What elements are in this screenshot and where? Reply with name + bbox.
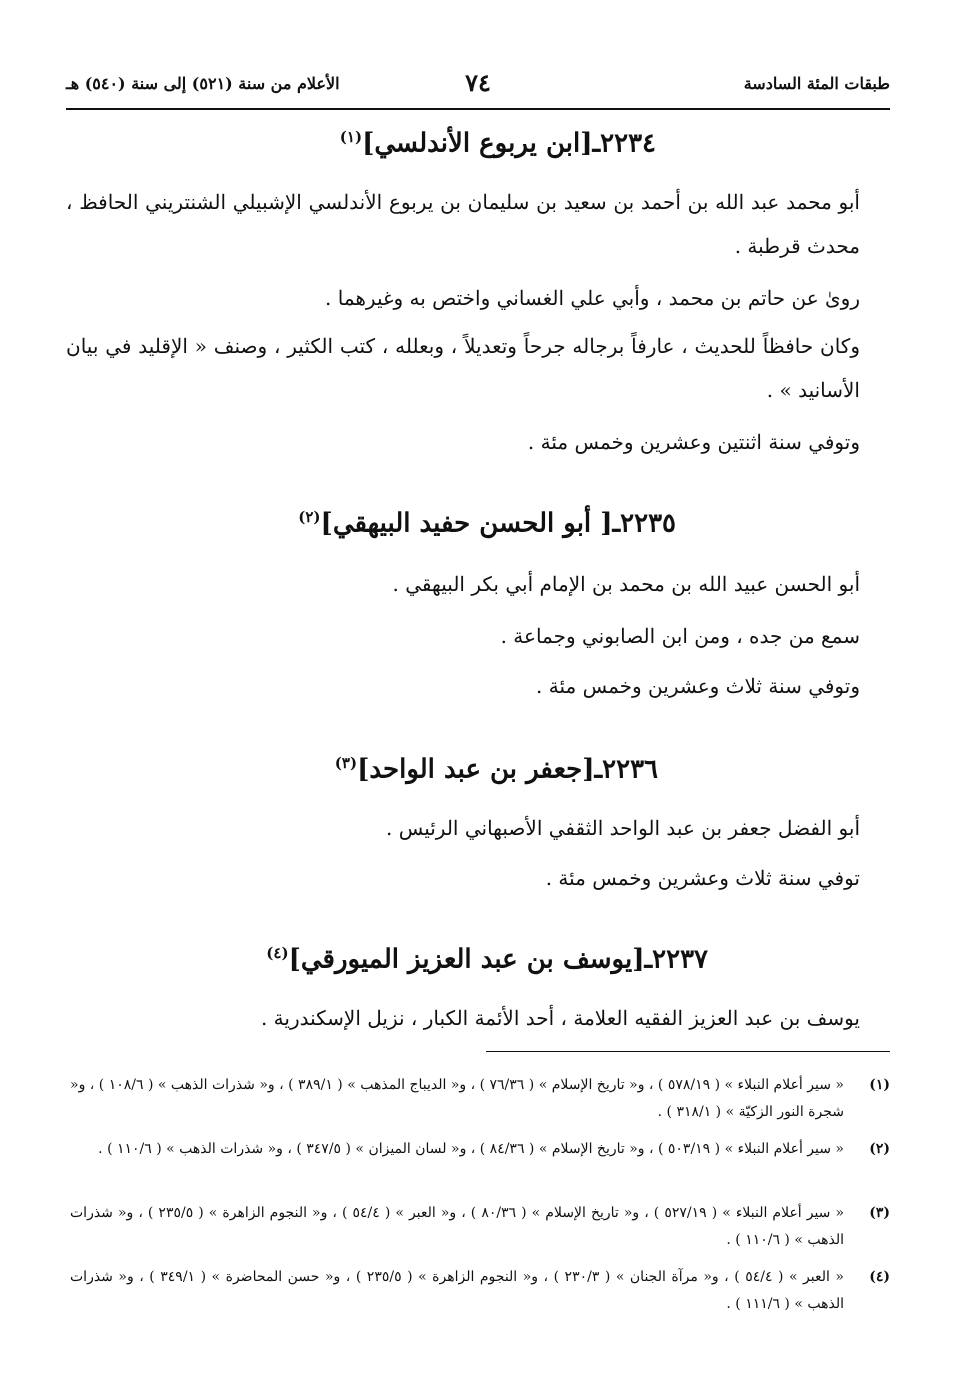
entry-paragraph: وكان حافظاً للحديث ، عارفاً برجاله جرحاً وتعديلاً ، وبعلله ، كتب الكثير ، وصنف « الإقليد في بيان الأسانيد » . [66,334,860,402]
footnote [70,1264,890,1318]
entry-paragraph: وتوفي سنة اثنتين وعشرين وخمس مئة . [527,430,860,454]
entry-number: ٢٢٣٦ [602,754,658,785]
footnote [70,1136,890,1163]
header-rule [66,108,890,110]
footnote [70,1072,890,1126]
footnote-text: « سير أعلام النبلاء » ( ٥٠٣/١٩ ) ، و« تاريخ الإسلام » ( ٨٤/٣٦ ) ، و« لسان الميزان » ( ٣٤٧/٥ ) ، و« شذرات الذهب » ( ١١٠/٦ ) . [98,1141,844,1157]
footnote-text: « سير أعلام النبلاء » ( ٥٢٧/١٩ ) ، و« تاريخ الإسلام » ( ٨٠/٣٦ ) ، و« العبر » ( ٥٤/٤ ) ، و« النجوم الزاهرة » ( ٢٣٥/٥ ) ، و« شذرات الذهب » ( ١١٠/٦ ) . [70,1205,845,1248]
footnote-rule [486,1051,890,1052]
footnote-number: (٣) [869,1205,890,1221]
entry-paragraph: توفي سنة ثلاث وعشرين وخمس مئة . [545,866,860,890]
entry-paragraph: يوسف بن عبد العزيز الفقيه العلامة ، أحد الأئمة الكبار ، نزيل الإسكندرية . [260,1006,860,1030]
footnote-number: (٢) [869,1141,890,1157]
entry-paragraph: أبو الحسن عبيد الله بن محمد بن الإمام أبي بكر البيهقي . [392,572,860,596]
page-number: ٧٤ [465,68,491,97]
footnote-number: (١) [869,1077,890,1093]
entry-title-2235 [298,508,676,539]
running-header [66,68,890,104]
entry-number: ٢٢٣٥ [620,508,676,539]
header-section-title: طبقات المئة السادسة [743,74,890,93]
footnote-ref: (٤) [266,944,289,962]
entry-paragraph: وتوفي سنة ثلاث وعشرين وخمس مئة . [536,674,860,698]
entry-number: ٢٢٣٤ [600,128,656,159]
footnote-ref: (١) [339,128,363,146]
entry-paragraph: أبو محمد عبد الله بن أحمد بن سعيد بن سليمان بن يربوع الأندلسي الإشبيلي الشنتريني الحافظ ، محدث قرطبة . [66,190,860,258]
footnote-ref: (٢) [298,508,321,526]
entry-title-2237 [266,944,708,975]
entry-dash: ـ [594,754,603,785]
entry-name: [يوسف بن عبد العزيز الميورقي] [288,944,645,975]
footnote-number: (٤) [869,1269,890,1285]
entry-title-2234 [340,128,656,159]
entry-dash: ـ [612,508,621,539]
entry-paragraph: أبو الفضل جعفر بن عبد الواحد الثقفي الأصبهاني الرئيس . [385,816,860,840]
entry-name: [جعفر بن عبد الواحد] [357,754,595,785]
entry-title-2236 [335,754,658,785]
entry-dash: ـ [644,944,653,975]
entry-number: ٢٢٣٧ [652,944,708,975]
entry-name: [ابن يربوع الأندلسي] [362,128,593,159]
footnote [70,1200,890,1254]
entry-paragraph: روىٰ عن حاتم بن محمد ، وأبي علي الغساني واختص به وغيرهما . [325,286,860,310]
entry-dash: ـ [592,128,601,159]
entry-paragraph: سمع من جده ، ومن ابن الصابوني وجماعة . [500,624,860,648]
footnote-text: « سير أعلام النبلاء » ( ٥٧٨/١٩ ) ، و« تاريخ الإسلام » ( ٧٦/٣٦ ) ، و« الديباج المذهب » ( ٣٨٩/١ ) ، و« شذرات الذهب » ( ١٠٨/٦ ) ، و« شجرة النور الزكيّة » ( ٣١٨/١ ) . [70,1077,844,1120]
footnote-text: « العبر » ( ٥٤/٤ ) ، و« مرآة الجنان » ( ٢٣٠/٣ ) ، و« النجوم الزاهرة » ( ٢٣٥/٥ ) ، و« حسن المحاضرة » ( ٣٤٩/١ ) ، و« شذرات الذهب » ( ١١١/٦ ) . [70,1269,844,1312]
entry-name: [ أبو الحسن حفيد البيهقي] [320,508,613,539]
header-range-title: الأعلام من سنة (٥٢١) إلى سنة (٥٤٠) هـ [66,74,340,93]
footnote-ref: (٣) [334,754,358,772]
